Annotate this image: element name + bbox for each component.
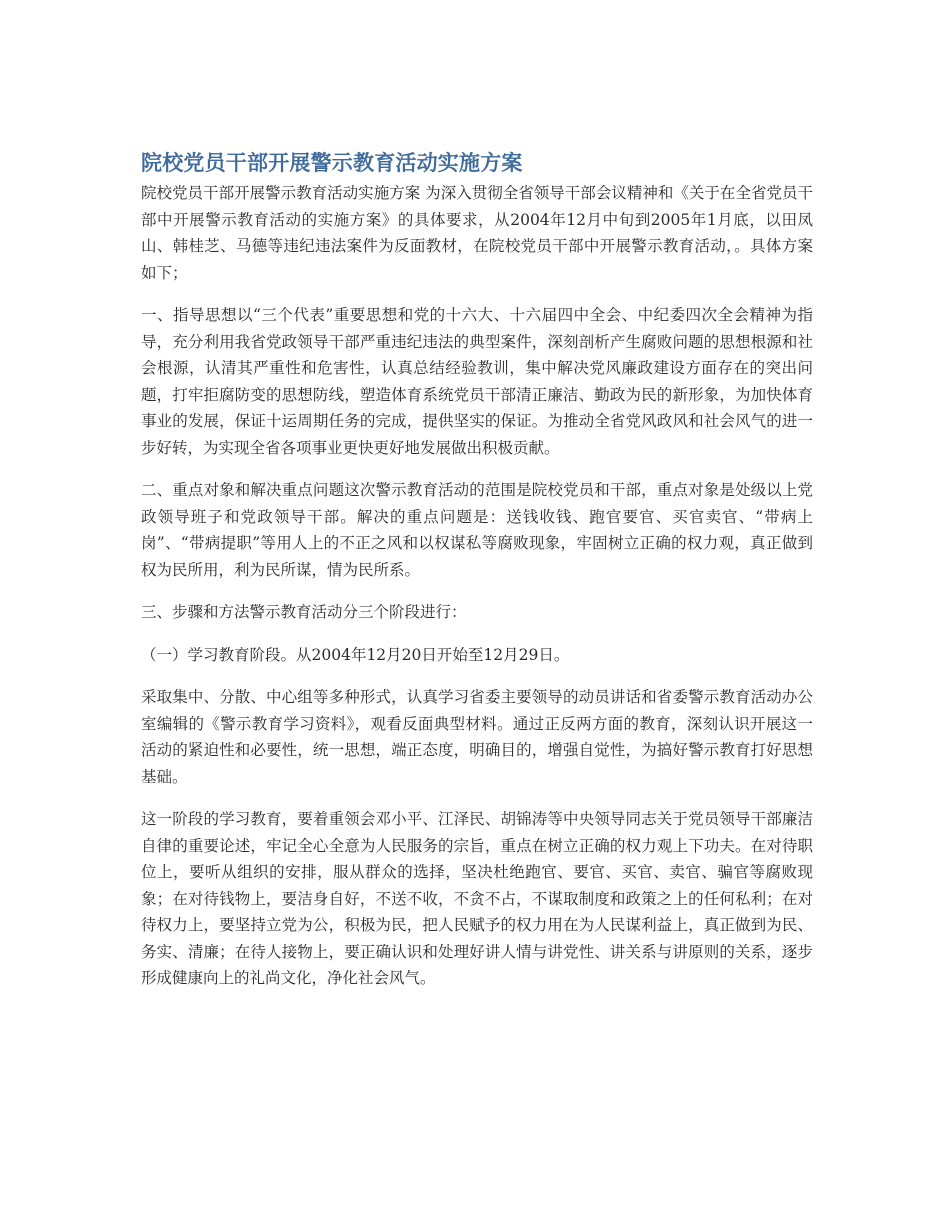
paragraph-intro: 院校党员干部开展警示教育活动实施方案 为深入贯彻全省领导干部会议精神和《关于在全省党员干部中开展警示教育活动的实施方案》的具体要求，从2004年12月中旬到2005年1月底，以田凤山、韩桂芝、马德等违纪违法案件为反面教材，在院校党员干部中开展警示教育活动，。具体方案如下； <box>141 184 813 282</box>
document-body <box>141 148 813 1008</box>
paragraph-guiding-ideology: 一、指导思想以“三个代表”重要思想和党的十六大、十六届四中全会、中纪委四次全会精神为指导，充分利用我省党政领导干部严重违纪违法的典型案件，深刻剖析产生腐败问题的思想根源和社会根源，认清其严重性和危害性，认真总结经验教训，集中解决党风廉政建设方面存在的突出问题，打牢拒腐防变的思想防线，塑造体育系统党员干部清正廉洁、勤政为民的新形象，为加快体育事业的发展，保证十运周期任务的完成，提供坚实的保证。为推动全省党风政风和社会风气的进一步好转，为实现全省各项事业更快更好地发展做出积极贡献。 <box>141 306 813 457</box>
document-title: 院校党员干部开展警示教育活动实施方案 <box>141 151 523 175</box>
paragraph-key-targets: 二、重点对象和解决重点问题这次警示教育活动的范围是院校党员和干部，重点对象是处级以上党政领导班子和党政领导干部。解决的重点问题是：送钱收钱、跑官要官、买官卖官、“带病上岗”、“带病提职”等用人上的不正之风和以权谋私等腐败现象，牢固树立正确的权力观，真正做到权为民所用，利为民所谋，情为民所系。 <box>141 481 813 579</box>
paragraph-study-forms: 采取集中、分散、中心组等多种形式，认真学习省委主要领导的动员讲话和省委警示教育活动办公室编辑的《警示教育学习资料》，观看反面典型材料。通过正反两方面的教育，深刻认识开展这一活动的紧迫性和必要性，统一思想，端正态度，明确目的，增强自觉性，为搞好警示教育打好思想基础。 <box>141 688 813 786</box>
paragraph-steps-methods: 三、步骤和方法警示教育活动分三个阶段进行： <box>141 603 467 621</box>
paragraph-stage-one: （一）学习教育阶段。从2004年12月20日开始至12月29日。 <box>141 645 570 664</box>
paragraph-study-focus: 这一阶段的学习教育，要着重领会邓小平、江泽民、胡锦涛等中央领导同志关于党员领导干部廉洁自律的重要论述，牢记全心全意为人民服务的宗旨，重点在树立正确的权力观上下功夫。在对待职位上，要听从组织的安排，服从群众的选择，坚决杜绝跑官、要官、买官、卖官、骗官等腐败现象；在对待钱物上，要洁身自好，不送不收，不贪不占，不谋取制度和政策之上的任何私利；在对待权力上，要坚持立党为公，积极为民，把人民赋予的权力用在为人民谋利益上，真正做到为民、务实、清廉；在待人接物上，要正确认识和处理好讲人情与讲党性、讲关系与讲原则的关系，逐步形成健康向上的礼尚文化，净化社会风气。 <box>141 810 813 987</box>
